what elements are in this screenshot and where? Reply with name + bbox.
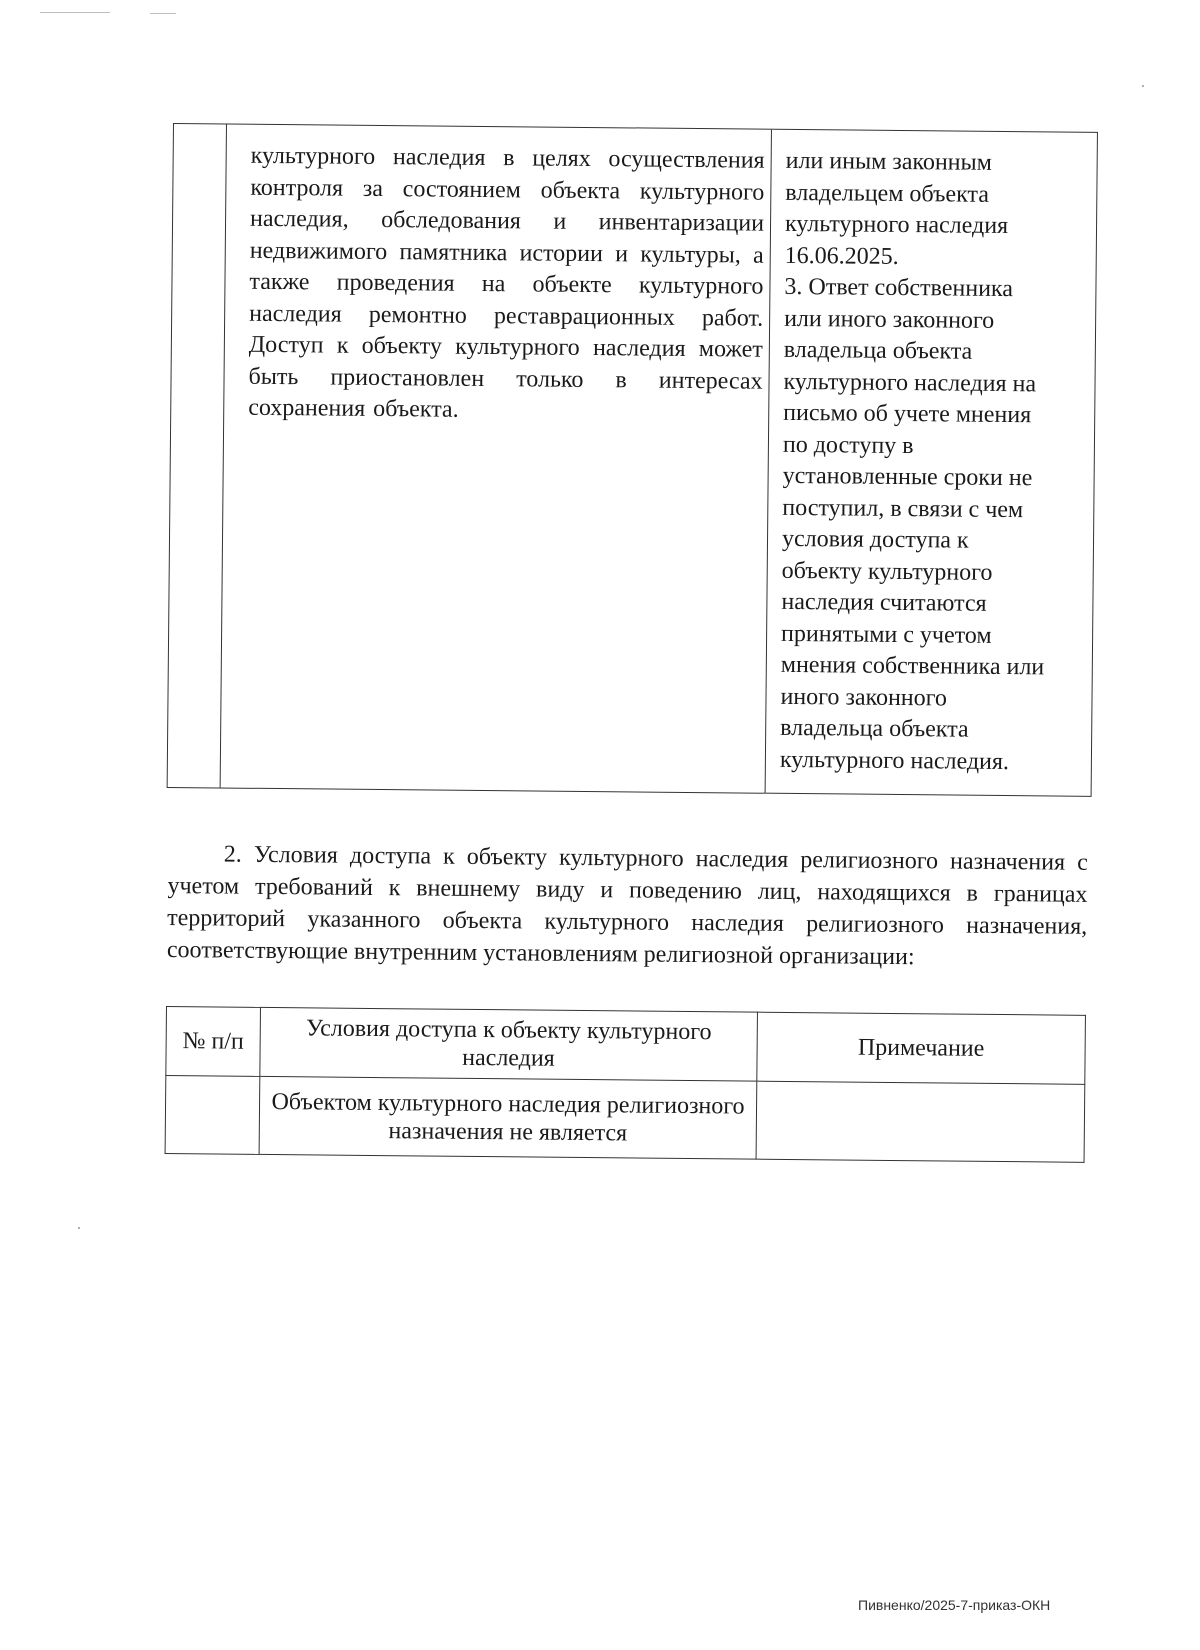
scan-dot [78,1227,80,1229]
note-line: владельцем объекта [785,179,990,208]
note-line: мнения собственника или [780,651,1045,681]
note-line: или иного законного [784,305,995,334]
note-line: принятыми с учетом [781,620,992,649]
header-note: Примечание [757,1012,1086,1084]
note-line: объекту культурного [781,557,993,586]
continuation-table [167,123,1098,797]
note-line: 3. Ответ собственника [784,273,1014,303]
note-line: иного законного [780,683,948,711]
note-line: культурного наследия [784,210,1009,240]
note-line: 16.06.2025. [784,242,899,270]
row-conditions: Объектом культурного наследия религиозного назначения не является [259,1076,757,1159]
section-2-paragraph: 2. Условия доступа к объекту культурного наследия религиозного назначения с учетом требований к внешнему виду и поведению лиц, находящихся в границах территорий указанного объекта культурного наследия религиозного назначения, соответствующие внутренним установлениям религиозной организации: [166,841,1088,971]
note-line: культурного наследия на [783,368,1037,397]
scan-dot [1142,85,1144,87]
note-line: владельца объекта [780,714,969,743]
table-row [165,1076,1085,1163]
note-line: по доступу в [782,431,914,459]
note-line: установленные сроки не [782,462,1033,492]
religious-conditions-table [165,1006,1086,1163]
note-line: владельца объекта [783,336,973,365]
number-cell [168,124,227,787]
scan-mark [150,13,176,14]
note-cell [766,130,1097,796]
note-line: культурного наследия. [779,746,1010,775]
note-line: поступил, в связи с чем [782,494,1024,523]
access-conditions-text: культурного наследия в целях осуществления контроля за состоянием объекта культурного наследия, обследования и инвентаризации недвижимого памятника истории и культуры, а также проведения на объекте культурного наследия ремонтно реставрационных работ. Доступ к объекту культурного наследия может быть приостановлен только в интересах сохранения объекта. [248,142,765,423]
note-line: письмо об учете мнения [783,399,1032,429]
access-conditions-cell [221,125,772,793]
row-note [756,1081,1085,1162]
document-reference: Пивненко/2025-7-приказ-ОКН [858,1597,1051,1613]
table-header-row [166,1007,1086,1085]
header-number: № п/п [166,1007,261,1077]
note-line: условия доступа к [781,525,969,554]
header-conditions: Условия доступа к объекту культурного наследия [260,1007,758,1081]
scan-mark [40,12,110,13]
row-number [165,1076,260,1155]
note-line: наследия считаются [781,588,987,617]
note-line: или иным законным [785,147,993,176]
